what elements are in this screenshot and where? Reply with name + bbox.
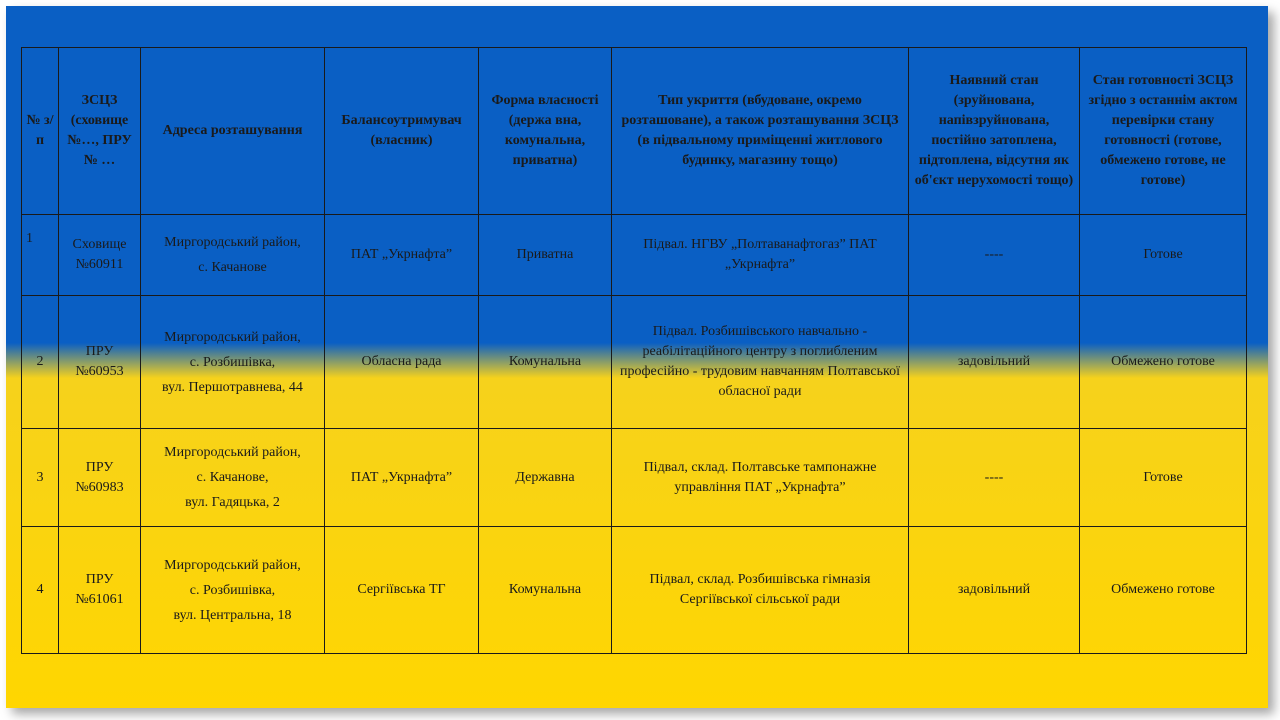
cell-type: Підвал. Розбишівського навчально - реабілітаційного центру з поглибленим професійно - трудовим навчанням Полтавської обласної ради [612, 296, 909, 429]
cell-address [141, 296, 325, 429]
address-line: Миргородський район, [164, 445, 301, 460]
cell-readiness: Обмежено готове [1080, 527, 1247, 654]
cell-ownership: Комунальна [479, 527, 612, 654]
table-row [22, 296, 1247, 429]
cell-num: 4 [22, 527, 59, 654]
cell-address [141, 429, 325, 527]
header-type: Тип укриття (вбудоване, окремо розташоване), а також розташування ЗСЦЗ (в підвальному приміщенні житлового будинку, магазину тощо) [612, 48, 909, 215]
table-row [22, 429, 1247, 527]
cell-readiness: Готове [1080, 429, 1247, 527]
cell-type: Підвал, склад. Полтавське тампонажне управління ПАТ „Укрнафта” [612, 429, 909, 527]
address-line: с. Розбишівка, [189, 582, 276, 598]
address-line: с. Качанове [198, 260, 267, 275]
header-ownership: Форма власності (держа вна, комунальна, приватна) [479, 48, 612, 215]
cell-type: Підвал. НГВУ „Полтаванафтогаз” ПАТ „Укрнафта” [612, 215, 909, 296]
address-line: с. Розбишівка, [189, 354, 276, 370]
cell-zscz: ПРУ №61061 [59, 527, 141, 654]
cell-condition: задовільний [909, 527, 1080, 654]
header-condition: Наявний стан (зруйнована, напівзруйнована, постійно затоплена, підтоплена, відсутня як об'єкт нерухомості тощо) [909, 48, 1080, 215]
address-line: с. Качанове, [196, 470, 269, 485]
cell-owner: Обласна рада [325, 296, 479, 429]
address-line: Миргородський район, [164, 329, 301, 345]
address-line: вул. Гадяцька, 2 [185, 495, 280, 510]
cell-owner: ПАТ „Укрнафта” [325, 429, 479, 527]
header-num: № з/п [22, 48, 59, 215]
address-line: Миргородський район, [164, 235, 301, 250]
cell-ownership: Державна [479, 429, 612, 527]
cell-ownership: Приватна [479, 215, 612, 296]
address-line: вул. Центральна, 18 [173, 607, 292, 623]
header-zscz: ЗСЦЗ (сховище №…, ПРУ № … [59, 48, 141, 215]
cell-address [141, 215, 325, 296]
cell-owner: Сергіївська ТГ [325, 527, 479, 654]
cell-readiness: Обмежено готове [1080, 296, 1247, 429]
table-row [22, 215, 1247, 296]
shelters-table [21, 47, 1247, 654]
header-address: Адреса розташування [141, 48, 325, 215]
header-owner: Балансоутримувач (власник) [325, 48, 479, 215]
cell-type: Підвал, склад. Розбишівська гімназія Сергіївської сільської ради [612, 527, 909, 654]
address-line: вул. Першотравнева, 44 [162, 379, 303, 395]
cell-condition: ---- [909, 215, 1080, 296]
cell-owner: ПАТ „Укрнафта” [325, 215, 479, 296]
cell-zscz: ПРУ №60953 [59, 296, 141, 429]
cell-zscz: Сховище №60911 [59, 215, 141, 296]
cell-condition: ---- [909, 429, 1080, 527]
cell-ownership: Комунальна [479, 296, 612, 429]
cell-condition: задовільний [909, 296, 1080, 429]
cell-num: 3 [22, 429, 59, 527]
cell-address [141, 527, 325, 654]
header-readiness: Стан готовності ЗСЦЗ згідно з останнім актом перевірки стану готовності (готове, обмежено готове, не готове) [1080, 48, 1247, 215]
cell-num: 2 [22, 296, 59, 429]
cell-zscz: ПРУ №60983 [59, 429, 141, 527]
cell-num: 1 [22, 215, 59, 296]
cell-readiness: Готове [1080, 215, 1247, 296]
table-header-row [22, 48, 1247, 215]
table-row [22, 527, 1247, 654]
address-line: Миргородський район, [164, 557, 301, 573]
